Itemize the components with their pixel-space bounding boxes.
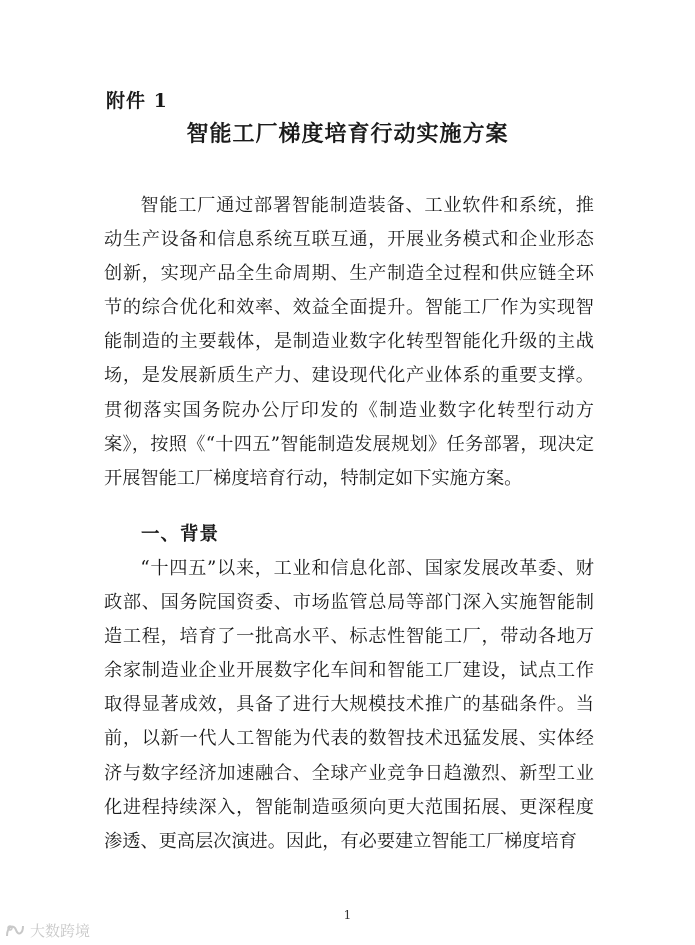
section-heading-background: 一、背景 (141, 524, 220, 545)
paragraph-intro: 智能工厂通过部署智能制造装备、工业软件和系统，推动生产设备和信息系统互联互通，开展业务模式和企业形态创新，实现产品全生命周期、生产制造全过程和供应链全环节的综合优化和效率、效益全面提升。智能工厂作为实现智能制造的主要载体，是制造业数字化转型智能化升级的主战场，是发展新质生产力、建设现代化产业体系的重要支撑。贯彻落实国务院办公厅印发的《制造业数字化转型行动方案》，按照《“十四五”智能制造发展规划》任务部署，现决定开展智能工厂梯度培育行动，特制定如下实施方案。 (104, 195, 594, 489)
watermark-text: 大数跨境 (30, 922, 91, 940)
page-number: 1 (343, 908, 352, 922)
watermark (4, 920, 90, 941)
paragraph-background: “十四五”以来，工业和信息化部、国家发展改革委、财政部、国务院国资委、市场监管总局等部门深入实施智能制造工程，培育了一批高水平、标志性智能工厂，带动各地万余家制造业企业开展数字化车间和智能工厂建设，试点工作取得显著成效，具备了进行大规模技术推广的基础条件。当前，以新一代人工智能为代表的数智技术迅猛发展、实体经济与数字经济加速融合、全球产业竞争日趋激烈、新型工业化进程持续深入，智能制造亟须向更大范围拓展、更深程度渗透、更高层次演进。因此，有必要建立智能工厂梯度培育 (104, 558, 594, 852)
watermark-logo-icon (4, 922, 26, 940)
document-title: 智能工厂梯度培育行动实施方案 (186, 121, 509, 147)
annex-label: 附件 1 (106, 90, 168, 112)
